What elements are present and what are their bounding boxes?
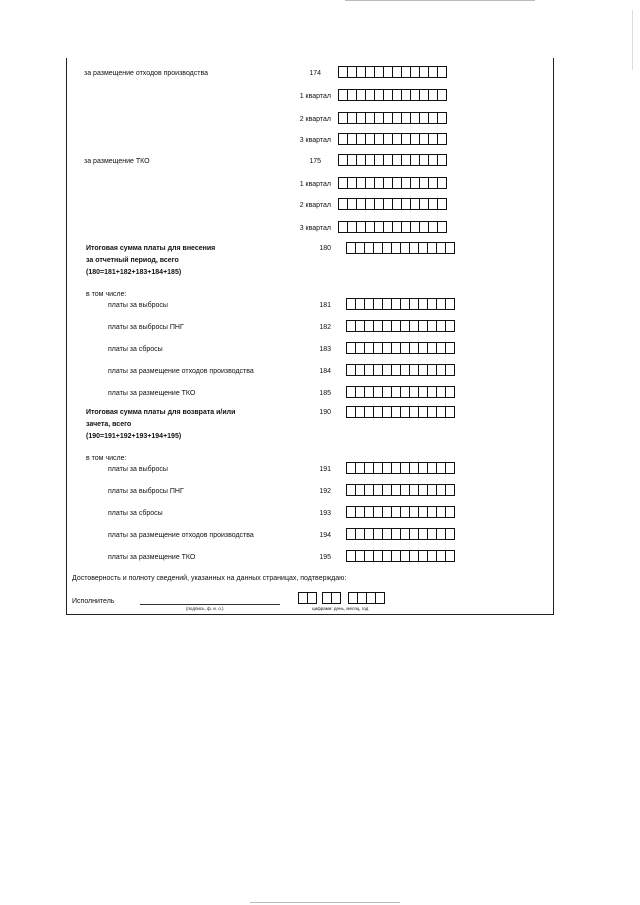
row-label: платы за выбросы <box>108 302 168 309</box>
signature-line[interactable] <box>140 604 280 605</box>
digit-cell[interactable] <box>445 320 455 332</box>
row-label: за размещение отходов производства <box>84 70 209 77</box>
digit-cell[interactable] <box>437 112 447 124</box>
digit-cells-184[interactable] <box>346 364 455 376</box>
digit-cell[interactable] <box>445 462 455 474</box>
digit-cell[interactable] <box>437 89 447 101</box>
row-label: платы за размещение отходов производства <box>108 532 254 539</box>
digit-cell[interactable] <box>445 364 455 376</box>
row-code: 3 квартал <box>299 137 331 144</box>
digit-cells-185[interactable] <box>346 386 455 398</box>
total-subtitle: за отчетный период, всего <box>86 257 179 264</box>
row-code: 183 <box>319 346 331 353</box>
row-label: платы за выбросы ПНГ <box>108 488 184 495</box>
row-code: 185 <box>319 390 331 397</box>
digit-cell[interactable] <box>437 66 447 78</box>
scan-edge-right <box>632 10 633 70</box>
row-code: 194 <box>319 532 331 539</box>
date-year-cells[interactable] <box>348 592 385 604</box>
digit-cell[interactable] <box>445 242 455 254</box>
digit-cells-175-q1[interactable] <box>338 177 447 189</box>
row-label: платы за размещение отходов производства <box>108 368 254 375</box>
row-code: 3 квартал <box>299 225 331 232</box>
digit-cells-190[interactable] <box>346 406 455 418</box>
row-code: 1 квартал <box>299 181 331 188</box>
digit-cells-174-q1[interactable] <box>338 89 447 101</box>
row-code: 181 <box>319 302 331 309</box>
total-formula: (180=181+182+183+184+185) <box>86 269 182 276</box>
row-label: платы за размещение ТКО <box>108 554 196 561</box>
digit-cell[interactable] <box>437 198 447 210</box>
digit-cells-195[interactable] <box>346 550 455 562</box>
row-code: 195 <box>319 554 331 561</box>
executor-label: Исполнитель <box>72 598 115 605</box>
digit-cells-175-q3[interactable] <box>338 221 447 233</box>
confirmation-text: Достоверность и полноту сведений, указанных на данных страницах, подтверждаю: <box>72 575 347 582</box>
digit-cell[interactable] <box>437 133 447 145</box>
digit-cells-175-q2[interactable] <box>338 198 447 210</box>
date-caption: цифрами: день, месяц, год <box>312 606 369 611</box>
total-return-subtitle: зачета, всего <box>86 421 132 428</box>
row-label: платы за сбросы <box>108 510 163 517</box>
digit-cells-192[interactable] <box>346 484 455 496</box>
scan-edge-bottom <box>250 902 400 903</box>
row-code: 174 <box>309 70 321 77</box>
row-code: 180 <box>319 245 331 252</box>
date-month-cells[interactable] <box>322 592 341 604</box>
digit-cell[interactable] <box>445 342 455 354</box>
digit-cell[interactable] <box>307 592 317 604</box>
digit-cell[interactable] <box>445 528 455 540</box>
digit-cell[interactable] <box>445 298 455 310</box>
digit-cell[interactable] <box>445 386 455 398</box>
digit-cells-194[interactable] <box>346 528 455 540</box>
digit-cell[interactable] <box>437 177 447 189</box>
row-label: платы за выбросы <box>108 466 168 473</box>
scan-edge-top <box>345 0 535 1</box>
total-return-title: Итоговая сумма платы для возврата и/или <box>86 409 236 416</box>
digit-cell[interactable] <box>445 484 455 496</box>
digit-cells-182[interactable] <box>346 320 455 332</box>
row-label: платы за размещение ТКО <box>108 390 196 397</box>
row-label: платы за выбросы ПНГ <box>108 324 184 331</box>
in-that-label: в том числе: <box>86 455 127 462</box>
digit-cell[interactable] <box>445 406 455 418</box>
row-label: платы за сбросы <box>108 346 163 353</box>
row-code: 184 <box>319 368 331 375</box>
digit-cells-175[interactable] <box>338 154 447 166</box>
in-that-label: в том числе: <box>86 291 127 298</box>
digit-cell[interactable] <box>437 221 447 233</box>
row-code: 182 <box>319 324 331 331</box>
digit-cells-181[interactable] <box>346 298 455 310</box>
digit-cell[interactable] <box>445 550 455 562</box>
row-code: 2 квартал <box>299 202 331 209</box>
digit-cell[interactable] <box>331 592 341 604</box>
total-return-formula: (190=191+192+193+194+195) <box>86 433 182 440</box>
digit-cells-193[interactable] <box>346 506 455 518</box>
row-code: 1 квартал <box>299 93 331 100</box>
row-code: 193 <box>319 510 331 517</box>
signature-caption: (подпись, ф. и. о.) <box>186 606 224 611</box>
row-code: 2 квартал <box>299 116 331 123</box>
row-code: 192 <box>319 488 331 495</box>
digit-cells-174[interactable] <box>338 66 447 78</box>
digit-cell[interactable] <box>437 154 447 166</box>
digit-cells-174-q3[interactable] <box>338 133 447 145</box>
digit-cell[interactable] <box>445 506 455 518</box>
row-code: 190 <box>319 409 331 416</box>
digit-cell[interactable] <box>375 592 385 604</box>
row-code: 175 <box>309 158 321 165</box>
row-label: за размещение ТКО <box>84 158 150 165</box>
total-title: Итоговая сумма платы для внесения <box>86 245 216 252</box>
date-day-cells[interactable] <box>298 592 317 604</box>
row-code: 191 <box>319 466 331 473</box>
digit-cells-174-q2[interactable] <box>338 112 447 124</box>
digit-cells-191[interactable] <box>346 462 455 474</box>
digit-cells-180[interactable] <box>346 242 455 254</box>
digit-cells-183[interactable] <box>346 342 455 354</box>
